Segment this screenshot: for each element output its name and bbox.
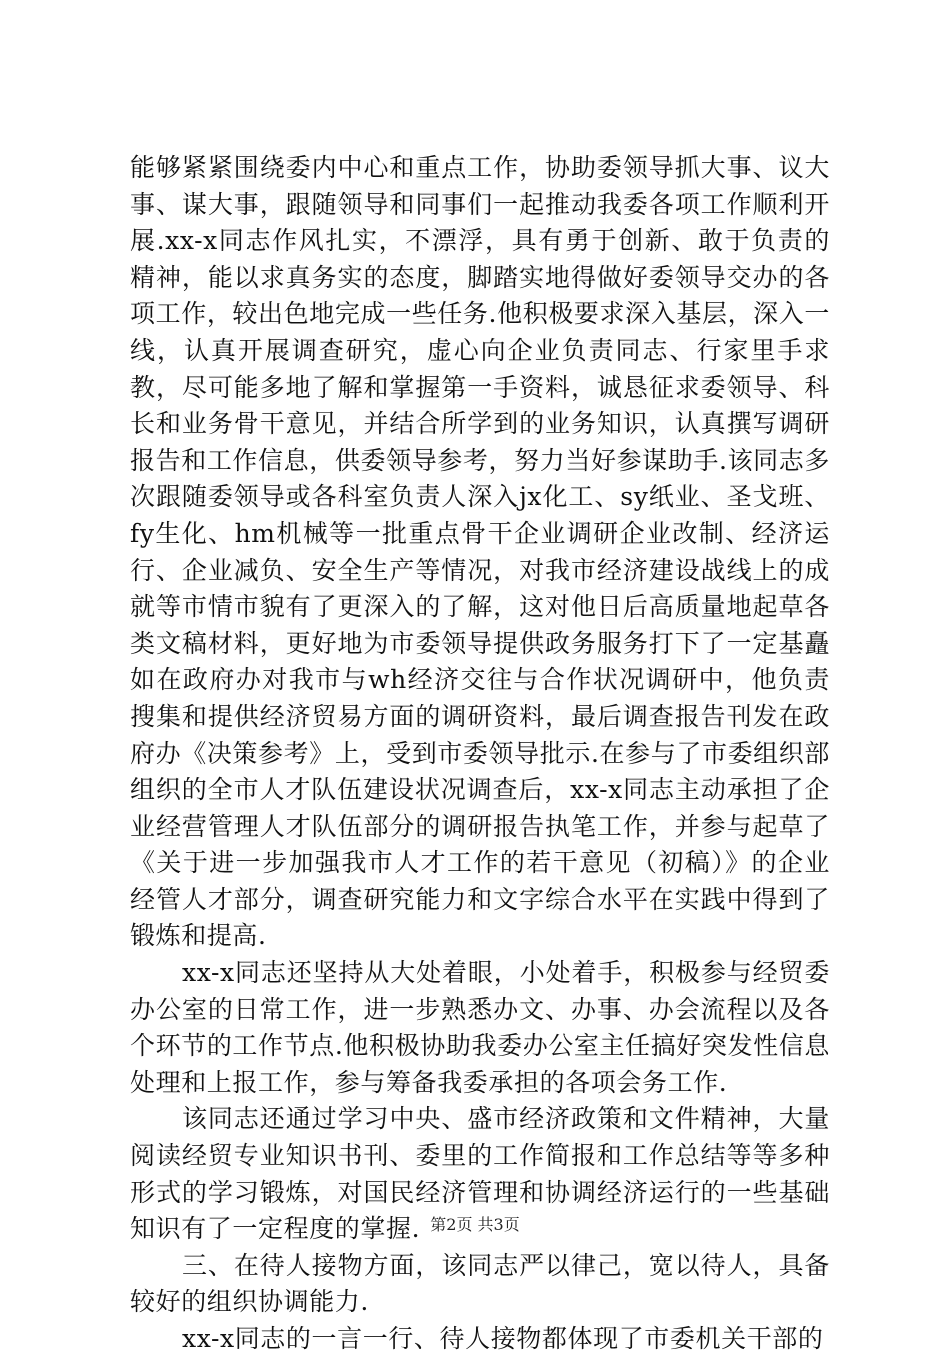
body-text [130,150,830,1358]
section-heading-3: 三、在待人接物方面，该同志严以律己，宽以待人，具备较好的组织协调能力. [130,1250,830,1317]
paragraph-2: xx-x同志还坚持从大处着眼，小处着手，积极参与经贸委办公室的日常工作，进一步熟悉办文、办事、办会流程以及各个环节的工作节点.他积极协助我委办公室主任搞好突发性信息处理和上报工作，参与筹备我委承担的各项会务工作. [130,958,830,1097]
page-number-footer: 第2页 共3页 [430,1215,520,1234]
paragraph-3: 该同志还通过学习中央、盛市经济政策和文件精神，大量阅读经贸专业知识书刊、委里的工作简报和工作总结等等多种形式的学习锻炼，对国民经济管理和协调经济运行的一些基础知识有了一定程度的掌握. [130,1104,830,1244]
paragraph-1: 能够紧紧围绕委内中心和重点工作，协助委领导抓大事、议大事、谋大事，跟随领导和同事们一起推动我委各项工作顺利开展.xx-x同志作风扎实，不漂浮，具有勇于创新、敢于负责的精神，能以求真务实的态度，脚踏实地得做好委领导交办的各项工作，较出色地完成一些任务.他积极要求深入基层，深入一线，认真开展调查研究，虚心向企业负责同志、行家里手求教，尽可能多地了解和掌握第一手资料，诚恳征求委领导、科长和业务骨干意见，并结合所学到的业务知识，认真撰写调研报告和工作信息，供委领导参考，努力当好参谋助手.该同志多次跟随委领导或各科室负责人深入jx化工、sy纸业、圣戈班、fy生化、hm机械等一批重点骨干企业调研企业改制、经济运行、企业减负、安全生产等情况，对我市经济建设战线上的成就等市情市貌有了更深入的了解，这对他日后高质量地起草各类文稿材料，更好地为市委领导提供政务服务打下了一定基矗如在政府办对我市与wh经济交往与合作状况调研中，他负责搜集和提供经济贸易方面的调研资料，最后调查报告刊发在政府办《决策参考》上，受到市委领导批示.在参与了市委组织部组织的全市人才队伍建设状况调查后，xx-x同志主动承担了企业经营管理人才队伍部分的调研报告执笔工作，并参与起草了《关于进一步加强我市人才工作的若干意见（初稿）》的企业经管人才部分，调查研究能力和文字综合水平在实践中得到了锻炼和提高. [130,153,830,951]
paragraph-4: xx-x同志的一言一行、待人接物都体现了市委机关干部的 [182,1324,824,1353]
